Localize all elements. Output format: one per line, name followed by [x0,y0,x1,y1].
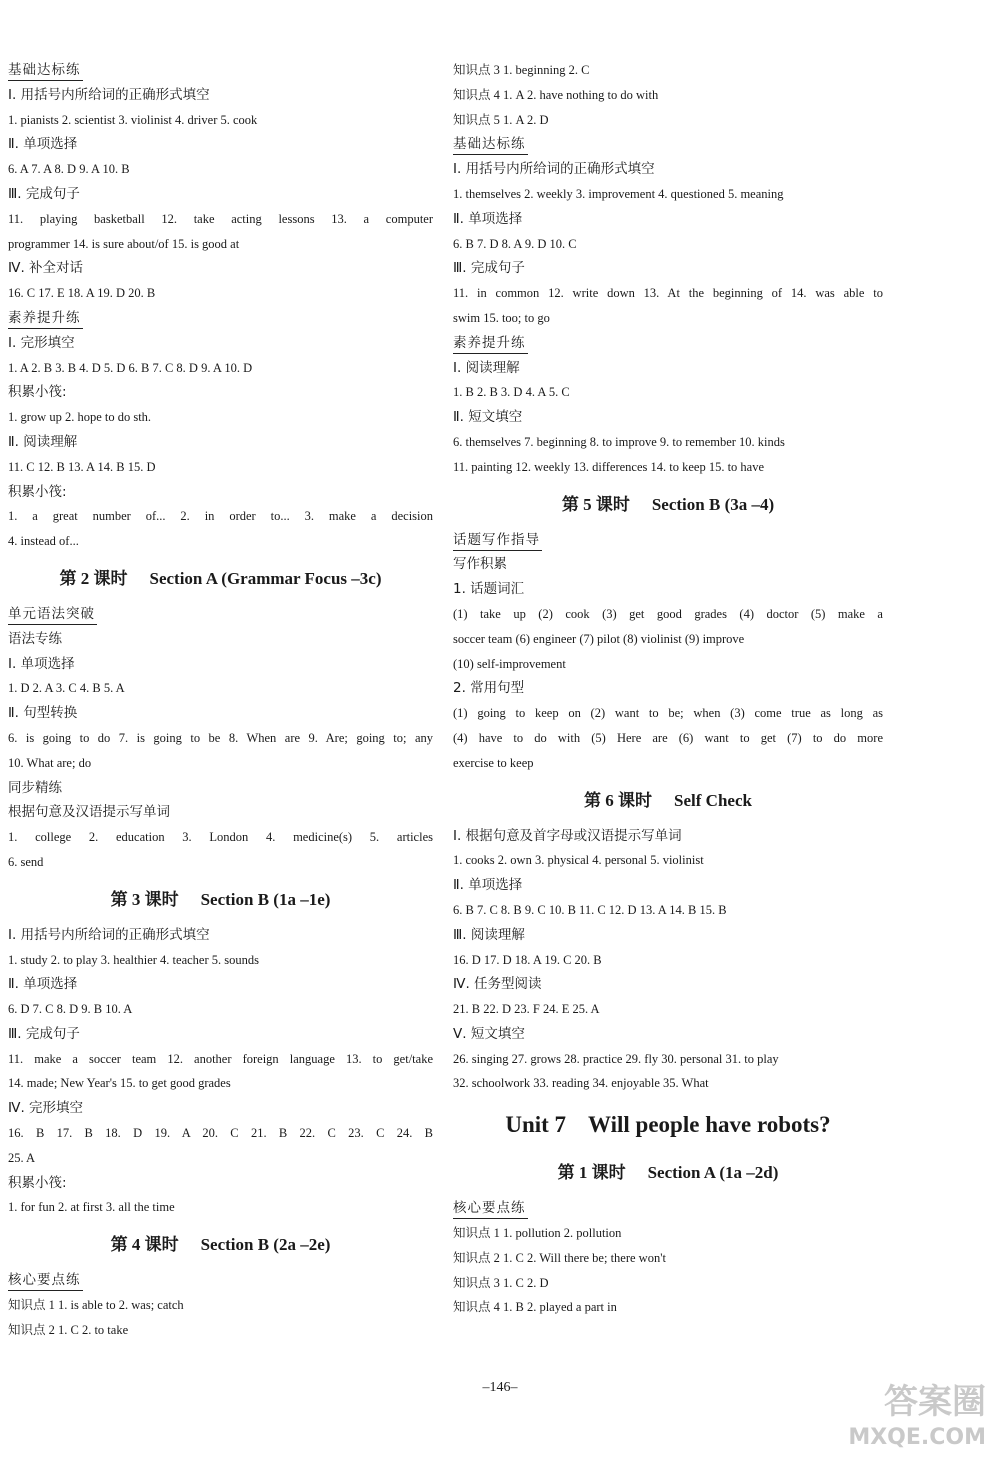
subsection-label: Ⅲ. 完成句子 [8,185,80,202]
answer-line: 11. make a soccer team 12. another foreign language 13. to get/take [8,1051,433,1066]
lesson-heading [8,562,433,596]
subsection-label: Ⅰ. 用括号内所给词的正确形式填空 [8,926,210,943]
lesson-number: 第 3 课时 [110,889,179,909]
section-label-text: 基础达标练 [453,134,528,155]
section-label [8,306,433,331]
answer-line: 知识点 4 1. A 2. have nothing to do with [453,87,659,102]
answer-line: 知识点 2 1. C 2. Will there be; there won't [453,1250,666,1265]
subsection-label: 语法专练 [8,630,62,647]
answer-line: 知识点 3 1. C 2. D [453,1275,549,1290]
answer-line: 16. B 17. B 18. D 19. A 20. C 21. B 22. C 23. C 24. B [8,1126,433,1141]
section-label [8,602,433,627]
lesson-number: 第 5 课时 [561,494,630,514]
answer-line: 1. a great number of... 2. in order to... 3. make a decision [8,509,433,524]
answer-line: 6. D 7. C 8. D 9. B 10. A [8,1002,133,1017]
subsection-label: Ⅲ. 完成句子 [8,1025,80,1042]
subsection-label: 同步精练 [8,779,62,796]
subsection-label: 积累小筏: [8,384,67,401]
subsection-label: Ⅰ. 完形填空 [8,334,75,351]
answer-line: 知识点 2 1. C 2. to take [8,1322,129,1337]
answer-line: 知识点 1 1. pollution 2. pollution [453,1226,622,1241]
answer-line: 6. B 7. C 8. B 9. C 10. B 11. C 12. D 13. A 14. B 15. B [453,902,727,917]
lesson-heading [453,784,883,818]
answer-line: soccer team (6) engineer (7) pilot (8) violinist (9) improve [453,631,745,646]
subsection-label: 2. 常用句型 [453,680,525,697]
section-label-text: 核心要点练 [453,1198,528,1219]
answer-line: 16. C 17. E 18. A 19. D 20. B [8,286,156,301]
subsection-label: Ⅱ. 单项选择 [453,210,523,227]
answer-line: 11. playing basketball 12. take acting lessons 13. a computer [8,211,433,226]
subsection-label: Ⅰ. 阅读理解 [453,359,520,376]
answer-line: 1. college 2. education 3. London 4. medicine(s) 5. articles [8,830,433,845]
answer-line: 1. D 2. A 3. C 4. B 5. A [8,681,125,696]
subsection-label: Ⅰ. 用括号内所给词的正确形式填空 [8,86,210,103]
subsection-label: Ⅰ. 根据句意及首字母或汉语提示写单词 [453,827,682,844]
lesson-heading [8,1228,433,1262]
section-label-text: 话题写作指导 [453,530,542,551]
subsection-label: Ⅱ. 单项选择 [8,136,78,153]
answer-line: 1. cooks 2. own 3. physical 4. personal 5. violinist [453,853,704,868]
answer-line: 6. themselves 7. beginning 8. to improve 9. to remember 10. kinds [453,434,785,449]
answer-line: (1) going to keep on (2) want to be; when (3) come true as long as [453,706,883,721]
lesson-title: Section A (Grammar Focus –3c) [149,568,382,588]
section-label [453,331,883,356]
subsection-label: Ⅳ. 完形填空 [8,1100,84,1117]
answer-line: 11. painting 12. weekly 13. differences 14. to keep 15. to have [453,459,765,474]
section-label [8,1268,433,1293]
watermark-logo [816,1370,986,1450]
watermark-bottom: MXQE.COM [848,1425,986,1450]
lesson-number: 第 1 课时 [557,1163,626,1183]
left-column [8,58,433,1343]
unit-heading [453,1102,883,1148]
answer-line: 1. grow up 2. hope to do sth. [8,410,152,425]
section-label [453,528,883,553]
section-label-text: 单元语法突破 [8,604,97,625]
subsection-label: Ⅲ. 完成句子 [453,260,525,277]
subsection-label: Ⅱ. 单项选择 [453,877,523,894]
answer-line: 14. made; New Year's 15. to get good grades [8,1076,231,1091]
lesson-number: 第 6 课时 [584,790,653,810]
answer-line: 知识点 4 1. B 2. played a part in [453,1300,617,1315]
answer-line: 6. send [8,854,44,869]
answer-line: 6. B 7. D 8. A 9. D 10. C [453,236,577,251]
answer-line: 32. schoolwork 33. reading 34. enjoyable 35. What [453,1076,709,1091]
answer-line: (4) have to do with (5) Here are (6) want to get (7) to do more [453,730,883,745]
section-label-text: 核心要点练 [8,1270,83,1291]
lesson-heading [453,1156,883,1190]
answer-line: swim 15. too; to go [453,310,550,325]
lesson-heading [8,883,433,917]
answer-line: 知识点 5 1. A 2. D [453,112,549,127]
lesson-heading [453,488,883,522]
section-label-text: 素养提升练 [8,308,83,329]
answer-line: 10. What are; do [8,755,92,770]
answer-line: 6. A 7. A 8. D 9. A 10. B [8,162,130,177]
subsection-label: 写作积累 [453,556,507,573]
subsection-label: 1. 话题词汇 [453,581,525,598]
subsection-label: Ⅲ. 阅读理解 [453,926,525,943]
lesson-title: Section A (1a –2d) [647,1163,779,1183]
subsection-label: 积累小筏: [8,1174,67,1191]
subsection-label: Ⅴ. 短文填空 [453,1025,525,1042]
section-label [453,1196,883,1221]
answer-line: 1. pianists 2. scientist 3. violinist 4. driver 5. cook [8,112,258,127]
answer-line: 11. C 12. B 13. A 14. B 15. D [8,459,156,474]
section-label-text: 基础达标练 [8,60,83,81]
answer-line: exercise to keep [453,755,534,770]
subsection-label: Ⅱ. 阅读理解 [8,433,78,450]
answer-line: (1) take up (2) cook (3) get good grades (4) doctor (5) make a [453,606,883,621]
section-label [453,132,883,157]
right-column [453,58,883,1320]
answer-line: 26. singing 27. grows 28. practice 29. fly 30. personal 31. to play [453,1051,779,1066]
lesson-title: Will people have robots? [588,1112,831,1138]
subsection-label: Ⅰ. 单项选择 [8,655,75,672]
subsection-label: Ⅳ. 任务型阅读 [453,976,542,993]
answer-line: (10) self-improvement [453,656,566,671]
answer-line: 1. themselves 2. weekly 3. improvement 4. questioned 5. meaning [453,186,784,201]
lesson-title: Section B (1a –1e) [200,889,331,909]
subsection-label: Ⅱ. 短文填空 [453,409,523,426]
lesson-title: Section B (2a –2e) [200,1235,331,1255]
lesson-title: Self Check [674,790,752,810]
answer-line: programmer 14. is sure about/of 15. is good at [8,236,240,251]
answer-line: 4. instead of... [8,534,79,549]
lesson-number: Unit 7 [505,1112,567,1138]
lesson-title: Section B (3a –4) [651,494,775,514]
watermark-top: 答案圈 [884,1382,986,1422]
answer-line: 1. for fun 2. at first 3. all the time [8,1200,175,1215]
answer-line: 16. D 17. D 18. A 19. C 20. B [453,952,602,967]
answer-line: 1. study 2. to play 3. healthier 4. teacher 5. sounds [8,952,259,967]
page-number: –146– [482,1380,518,1395]
lesson-number: 第 2 课时 [59,568,128,588]
section-label [8,58,433,83]
answer-line: 知识点 3 1. beginning 2. C [453,63,590,77]
section-label-text: 素养提升练 [453,333,528,354]
answer-line: 6. is going to do 7. is going to be 8. When are 9. Are; going to; any [8,730,433,745]
subsection-label: Ⅳ. 补全对话 [8,260,84,277]
answer-line: 11. in common 12. write down 13. At the beginning of 14. was able to [453,286,883,301]
subsection-label: 根据句意及汉语提示写单词 [8,804,170,821]
subsection-label: Ⅰ. 用括号内所给词的正确形式填空 [453,161,655,178]
answer-line: 25. A [8,1150,36,1165]
lesson-number: 第 4 课时 [110,1235,179,1255]
answer-line: 1. B 2. B 3. D 4. A 5. C [453,385,570,400]
subsection-label: 积累小筏: [8,483,67,500]
subsection-label: Ⅱ. 句型转换 [8,705,78,722]
answer-line: 知识点 1 1. is able to 2. was; catch [8,1298,184,1313]
subsection-label: Ⅱ. 单项选择 [8,976,78,993]
answer-line: 21. B 22. D 23. F 24. E 25. A [453,1002,600,1017]
answer-line: 1. A 2. B 3. B 4. D 5. D 6. B 7. C 8. D 9. A 10. D [8,360,253,375]
